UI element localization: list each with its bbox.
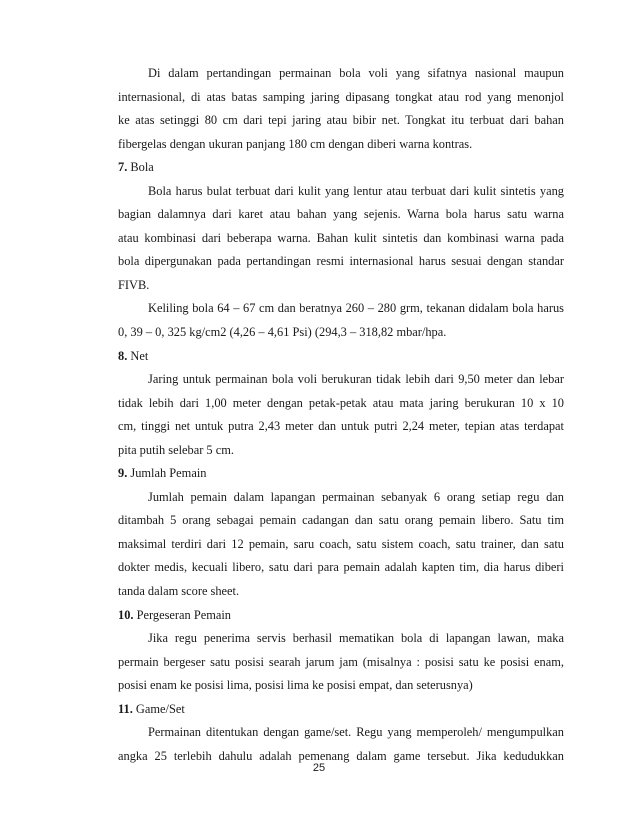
page-content xyxy=(118,62,564,768)
text-line: Bola harus bulat terbuat dari kulit yang lentur atau terbuat dari kulit sintetis yang xyxy=(148,183,564,198)
text-line: tanda dalam score sheet. xyxy=(118,584,240,599)
heading-title: Pergeseran Pemain xyxy=(136,607,232,622)
heading-number: 9. xyxy=(118,466,128,481)
heading-number: 8. xyxy=(118,348,128,363)
text-line: dokter medis, kecuali libero, satu dari para pemain adalah kapten tim, dia harus diberi xyxy=(118,560,564,575)
text-line: cm, tinggi net untuk putra 2,43 meter dan untuk putri 2,24 meter, tepian atas terdapat xyxy=(118,419,564,434)
text-line: FIVB. xyxy=(118,277,150,292)
section-heading-jumlah-pemain xyxy=(118,462,564,486)
text-line: tidak lebih dari 1,00 meter dengan petak-petak atau mata jaring berukuran 10 x 10 xyxy=(118,395,564,410)
heading-title: Jumlah Pemain xyxy=(130,466,207,481)
heading-title: Bola xyxy=(130,160,154,175)
paragraph-pergeseran xyxy=(118,627,564,698)
text-line: fibergelas dengan ukuran panjang 180 cm dengan diberi warna kontras. xyxy=(118,136,473,151)
text-line: angka 25 terlebih dahulu adalah pemenang dalam game tersebut. Jika kedudukkan xyxy=(118,748,564,763)
heading-title: Game/Set xyxy=(135,701,185,716)
section-heading-pergeseran xyxy=(118,604,564,628)
text-line: 0, 39 – 0, 325 kg/cm2 (4,26 – 4,61 Psi) (294,3 – 318,82 mbar/hpa. xyxy=(118,325,447,340)
text-line: Permainan ditentukan dengan game/set. Regu yang memperoleh/ mengumpulkan xyxy=(148,725,564,740)
page-number: 25 xyxy=(312,762,326,774)
text-line: Keliling bola 64 – 67 cm dan beratnya 260 – 280 grm, tekanan didalam bola harus xyxy=(148,301,564,316)
text-line: permain bergeser satu posisi searah jarum jam (misalnya : posisi satu ke posisi enam, xyxy=(118,654,564,669)
section-heading-net xyxy=(118,345,564,369)
paragraph-net xyxy=(118,368,564,462)
heading-number: 7. xyxy=(118,160,128,175)
paragraph-rod xyxy=(118,62,564,156)
text-line: bola dipergunakan pada pertandingan resmi internasional harus sesuai dengan standar xyxy=(118,254,564,269)
text-line: posisi enam ke posisi lima, posisi lima ke posisi empat, dan seterusnya) xyxy=(118,678,473,693)
text-line: Di dalam pertandingan permainan bola voli yang sifatnya nasional maupun xyxy=(148,66,564,80)
text-line: Jika regu penerima servis berhasil mematikan bola di lapangan lawan, maka xyxy=(148,631,564,646)
paragraph-jumlah-pemain xyxy=(118,486,564,604)
paragraph-keliling xyxy=(118,297,564,344)
text-line: atau kombinasi dari beberapa warna. Bahan kulit sintetis dan kombinasi warna pada xyxy=(118,230,564,245)
section-heading-game-set xyxy=(118,698,564,722)
text-line: Jaring untuk permainan bola voli berukuran tidak lebih dari 9,50 meter dan lebar xyxy=(148,372,564,387)
text-line: ditambah 5 orang sebagai pemain cadangan dan satu orang pemain libero. Satu tim xyxy=(118,513,564,528)
text-line: pita putih selebar 5 cm. xyxy=(118,442,234,457)
text-line: bagian dalamnya dari karet atau bahan yang sejenis. Warna bola harus satu warna xyxy=(118,207,564,222)
text-line: ke atas setinggi 80 cm dari tepi jaring atau bibir net. Tongkat itu terbuat dari bahan xyxy=(118,113,564,128)
text-line: internasional, di atas batas samping jaring dipasang tongkat atau rod yang menonjol xyxy=(118,89,564,104)
paragraph-bola xyxy=(118,180,564,298)
section-heading-bola xyxy=(118,156,564,180)
heading-title: Net xyxy=(130,348,149,363)
text-line: maksimal terdiri dari 12 pemain, saru coach, satu sistem coach, satu trainer, dan satu xyxy=(118,536,564,551)
text-line: Jumlah pemain dalam lapangan permainan sebanyak 6 orang setiap regu dan xyxy=(148,489,564,504)
heading-number: 11. xyxy=(118,701,133,716)
heading-number: 10. xyxy=(118,607,134,622)
